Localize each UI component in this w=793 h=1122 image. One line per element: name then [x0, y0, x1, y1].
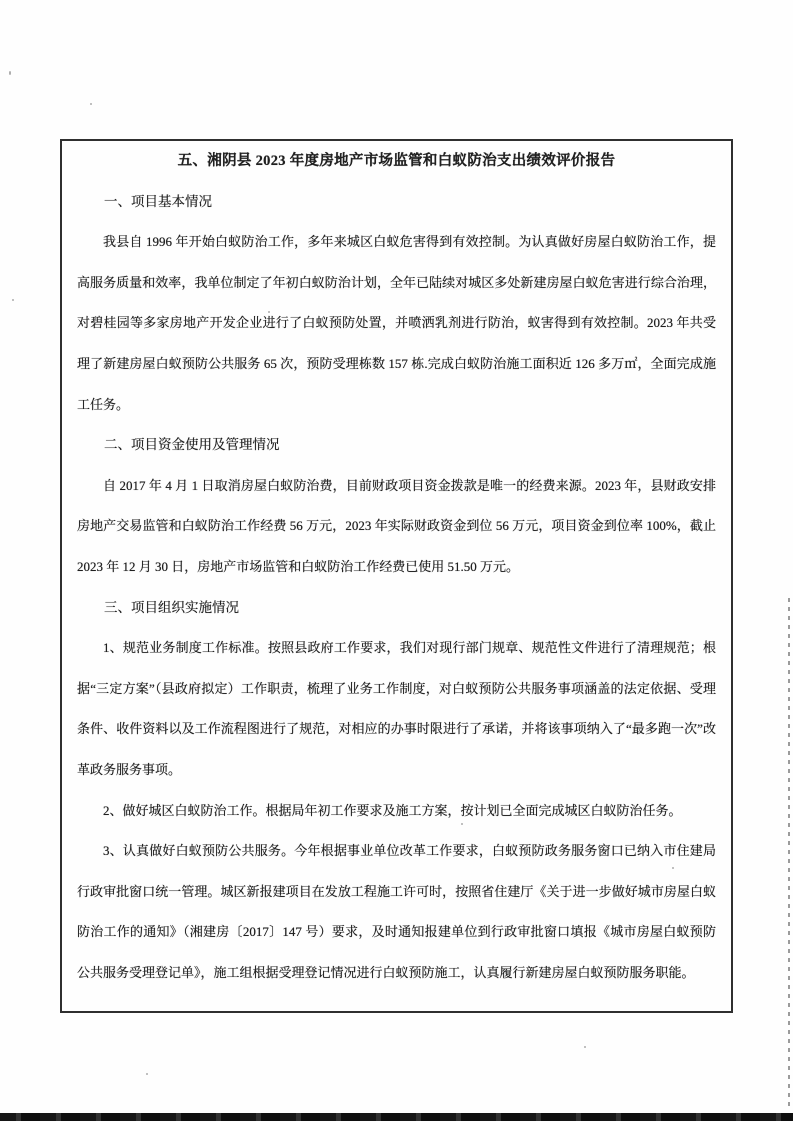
scan-speck [9, 71, 11, 75]
section-3-paragraph-1: 1、规范业务制度工作标准。按照县政府工作要求，我们对现行部门规章、规范性文件进行了清理规范；根据“三定方案”（县政府拟定）工作职责，梳理了业务工作制度，对白蚁预防公共服务事项涵盖的法定依据、受理条件、收件资料以及工作流程图进行了规范，对相应的办事时限进行了承诺，并将该事项纳入了“最多跑一次”改革政务服务事项。 [77, 640, 716, 777]
section-2-paragraph-1: 自 2017 年 4 月 1 日取消房屋白蚁防治费，目前财政项目资金拨款是唯一的经费来源。2023 年，县财政安排房地产交易监管和白蚁防治工作经费 56 万元，2023 年实际财政资金到位 56 万元，项目资金到位率 100%，截止 2023 年 12 月 30 日，房地产市场监管和白蚁防治工作经费已使用 51.50 万元。 [77, 477, 716, 574]
report-title: 五、湘阴县 2023 年度房地产市场监管和白蚁防治支出绩效评价报告 [177, 153, 616, 169]
section-3-paragraph-2: 2、做好城区白蚁防治工作。根据局年初工作要求及施工方案，按计划已全面完成城区白蚁防治任务。 [103, 802, 682, 818]
scan-speck [461, 823, 463, 825]
report-border-box [60, 139, 733, 1013]
scan-speck [268, 311, 270, 313]
scan-speck [584, 1046, 586, 1048]
scan-speck [12, 299, 14, 301]
section-1-paragraph-1: 我县自 1996 年开始白蚁防治工作，多年来城区白蚁危害得到有效控制。为认真做好房屋白蚁防治工作，提高服务质量和效率，我单位制定了年初白蚁防治计划，全年已陆续对城区多处新建房屋白蚁危害进行综合治理，对碧桂园等多家房地产开发企业进行了白蚁预防处置，并喷洒乳剂进行防治，蚁害得到有效控制。2023 年共受理了新建房屋白蚁预防公共服务 65 次，预防受理栋数 157 栋.完成白蚁防治施工面积近 126 多万㎡，全面完成施工任务。 [77, 234, 716, 412]
scan-edge-band-artifact [0, 1113, 793, 1121]
section-heading-1: 一、项目基本情况 [104, 193, 212, 209]
scan-speck [90, 103, 92, 105]
scan-dashed-line-artifact [788, 598, 790, 1106]
scan-speck [146, 1073, 148, 1075]
section-3-paragraph-3: 3、认真做好白蚁预防公共服务。今年根据事业单位改革工作要求，白蚁预防政务服务窗口已纳入市住建局行政审批窗口统一管理。城区新报建项目在发放工程施工许可时，按照省住建厅《关于进一步做好城市房屋白蚁防治工作的通知》（湘建房〔2017〕147 号）要求，及时通知报建单位到行政审批窗口填报《城市房屋白蚁预防公共服务受理登记单》，施工组根据受理登记情况进行白蚁预防施工，认真履行新建房屋白蚁预防服务职能。 [77, 843, 716, 980]
scan-speck [672, 867, 674, 869]
section-heading-3: 三、项目组织实施情况 [104, 599, 239, 615]
section-heading-2: 二、项目资金使用及管理情况 [104, 437, 280, 453]
